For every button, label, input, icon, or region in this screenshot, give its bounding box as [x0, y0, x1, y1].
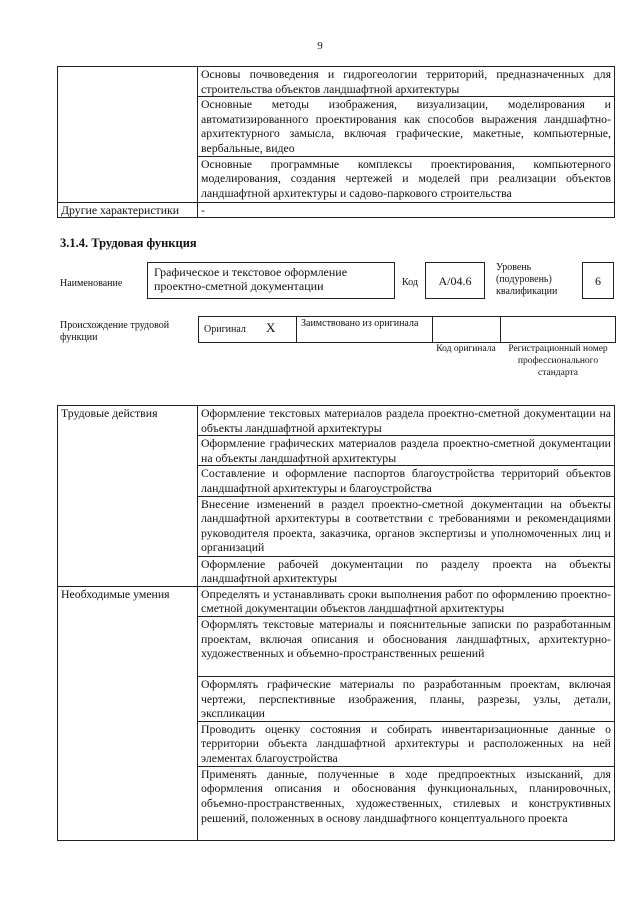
- code-label: Код: [402, 277, 418, 288]
- origin-divider-2: [432, 316, 433, 343]
- skill-item: Оформлять графические материалы по разработанным проектам, включая чертежи, перспективные изображения, планы, разрезы, узлы, детали, экспликации: [198, 676, 615, 721]
- original-label: Оригинал: [204, 324, 246, 335]
- table-row: [58, 406, 615, 436]
- knowledge-table: [57, 66, 615, 218]
- skill-item: Определять и устанавливать сроки выполнения работ по оформлению проектно-сметной документации объектов ландшафтной архитектуры: [198, 586, 615, 616]
- level-value-box: [582, 262, 614, 299]
- origin-label: Происхождение трудовой функции: [60, 320, 170, 343]
- table-row: [58, 586, 615, 616]
- code-value: A/04.6: [438, 274, 472, 288]
- labor-action-item: Оформление текстовых материалов раздела проектно-сметной документации на объекты ландшафтной архитектуры: [198, 406, 615, 436]
- required-skills-label: Необходимые умения: [58, 586, 198, 840]
- registration-number-caption: Регистрационный номер профессионального стандарта: [508, 344, 608, 378]
- labor-actions-label: Трудовые действия: [58, 406, 198, 587]
- table-row: [58, 67, 615, 97]
- code-value-box: [425, 262, 485, 299]
- other-characteristics-label: Другие характеристики: [58, 202, 198, 218]
- borrowed-label: Заимствовано из оригинала: [301, 318, 419, 329]
- section-title: 3.1.4. Трудовая функция: [60, 236, 197, 250]
- knowledge-item: Основные методы изображения, визуализации, моделирования и автоматизированного проектирования как способов выражения ландшафтно-архитектурного замысла, включая графические, макетные, компьютерные, вербальные, видео: [198, 97, 615, 156]
- skill-item: Применять данные, полученные в ходе предпроектных изысканий, для оформления описания и обоснования функциональных, планировочных, объемно-пространственных, художественных, стилевых и конструктивных решений, положенных в основу ландшафтного концептуального проекта: [198, 766, 615, 840]
- knowledge-item: Основы почвоведения и гидрогеологии территорий, предназначенных для строительства объектов ландшафтной архитектуры: [198, 67, 615, 97]
- other-characteristics-value: -: [198, 202, 615, 218]
- name-value-box: [147, 262, 395, 299]
- table-row: [58, 202, 615, 218]
- name-value: Графическое и текстовое оформление проектно-сметной документации: [154, 265, 348, 293]
- labor-action-item: Составление и оформление паспортов благоустройства территорий объектов ландшафтной архитектуры и благоустройства: [198, 466, 615, 496]
- labor-function-table: [57, 405, 615, 841]
- knowledge-item: Основные программные комплексы проектирования, компьютерного моделирования, создания чертежей и моделей при реализации объектов ландшафтной архитектуры и садово-паркового строительства: [198, 156, 615, 202]
- labor-action-item: Внесение изменений в раздел проектно-сметной документации на объекты ландшафтной архитектуры в соответствии с требованиями и рекомендациями руководителя проекта, заказчика, органов экспертизы и уполномоченных лиц и организаций: [198, 496, 615, 556]
- labor-action-item: Оформление графических материалов раздела проектно-сметной документации на объекты ландшафтной архитектуры: [198, 436, 615, 466]
- level-value: 6: [595, 274, 601, 288]
- page-number: 9: [317, 40, 323, 52]
- origin-divider-1: [296, 316, 297, 343]
- skill-item: Оформлять текстовые материалы и пояснительные записки по разработанным проектам, включая описания и обоснования ландшафтных, архитектурно-художественных и объемно-пространственных решений: [198, 616, 615, 676]
- labor-action-item: Оформление рабочей документации по разделу проекта на объекты ландшафтной архитектуры: [198, 556, 615, 586]
- code-original-caption: Код оригинала: [436, 344, 496, 354]
- row-label: [58, 67, 198, 203]
- level-label: Уровень (подуровень) квалификации: [496, 262, 558, 297]
- skill-item: Проводить оценку состояния и собирать инвентаризационные данные о территории объекта ландшафтной архитектуры и расположенных на ней элементах благоустройства: [198, 721, 615, 766]
- original-mark: X: [266, 320, 276, 335]
- name-label: Наименование: [60, 278, 123, 289]
- origin-divider-3: [500, 316, 501, 343]
